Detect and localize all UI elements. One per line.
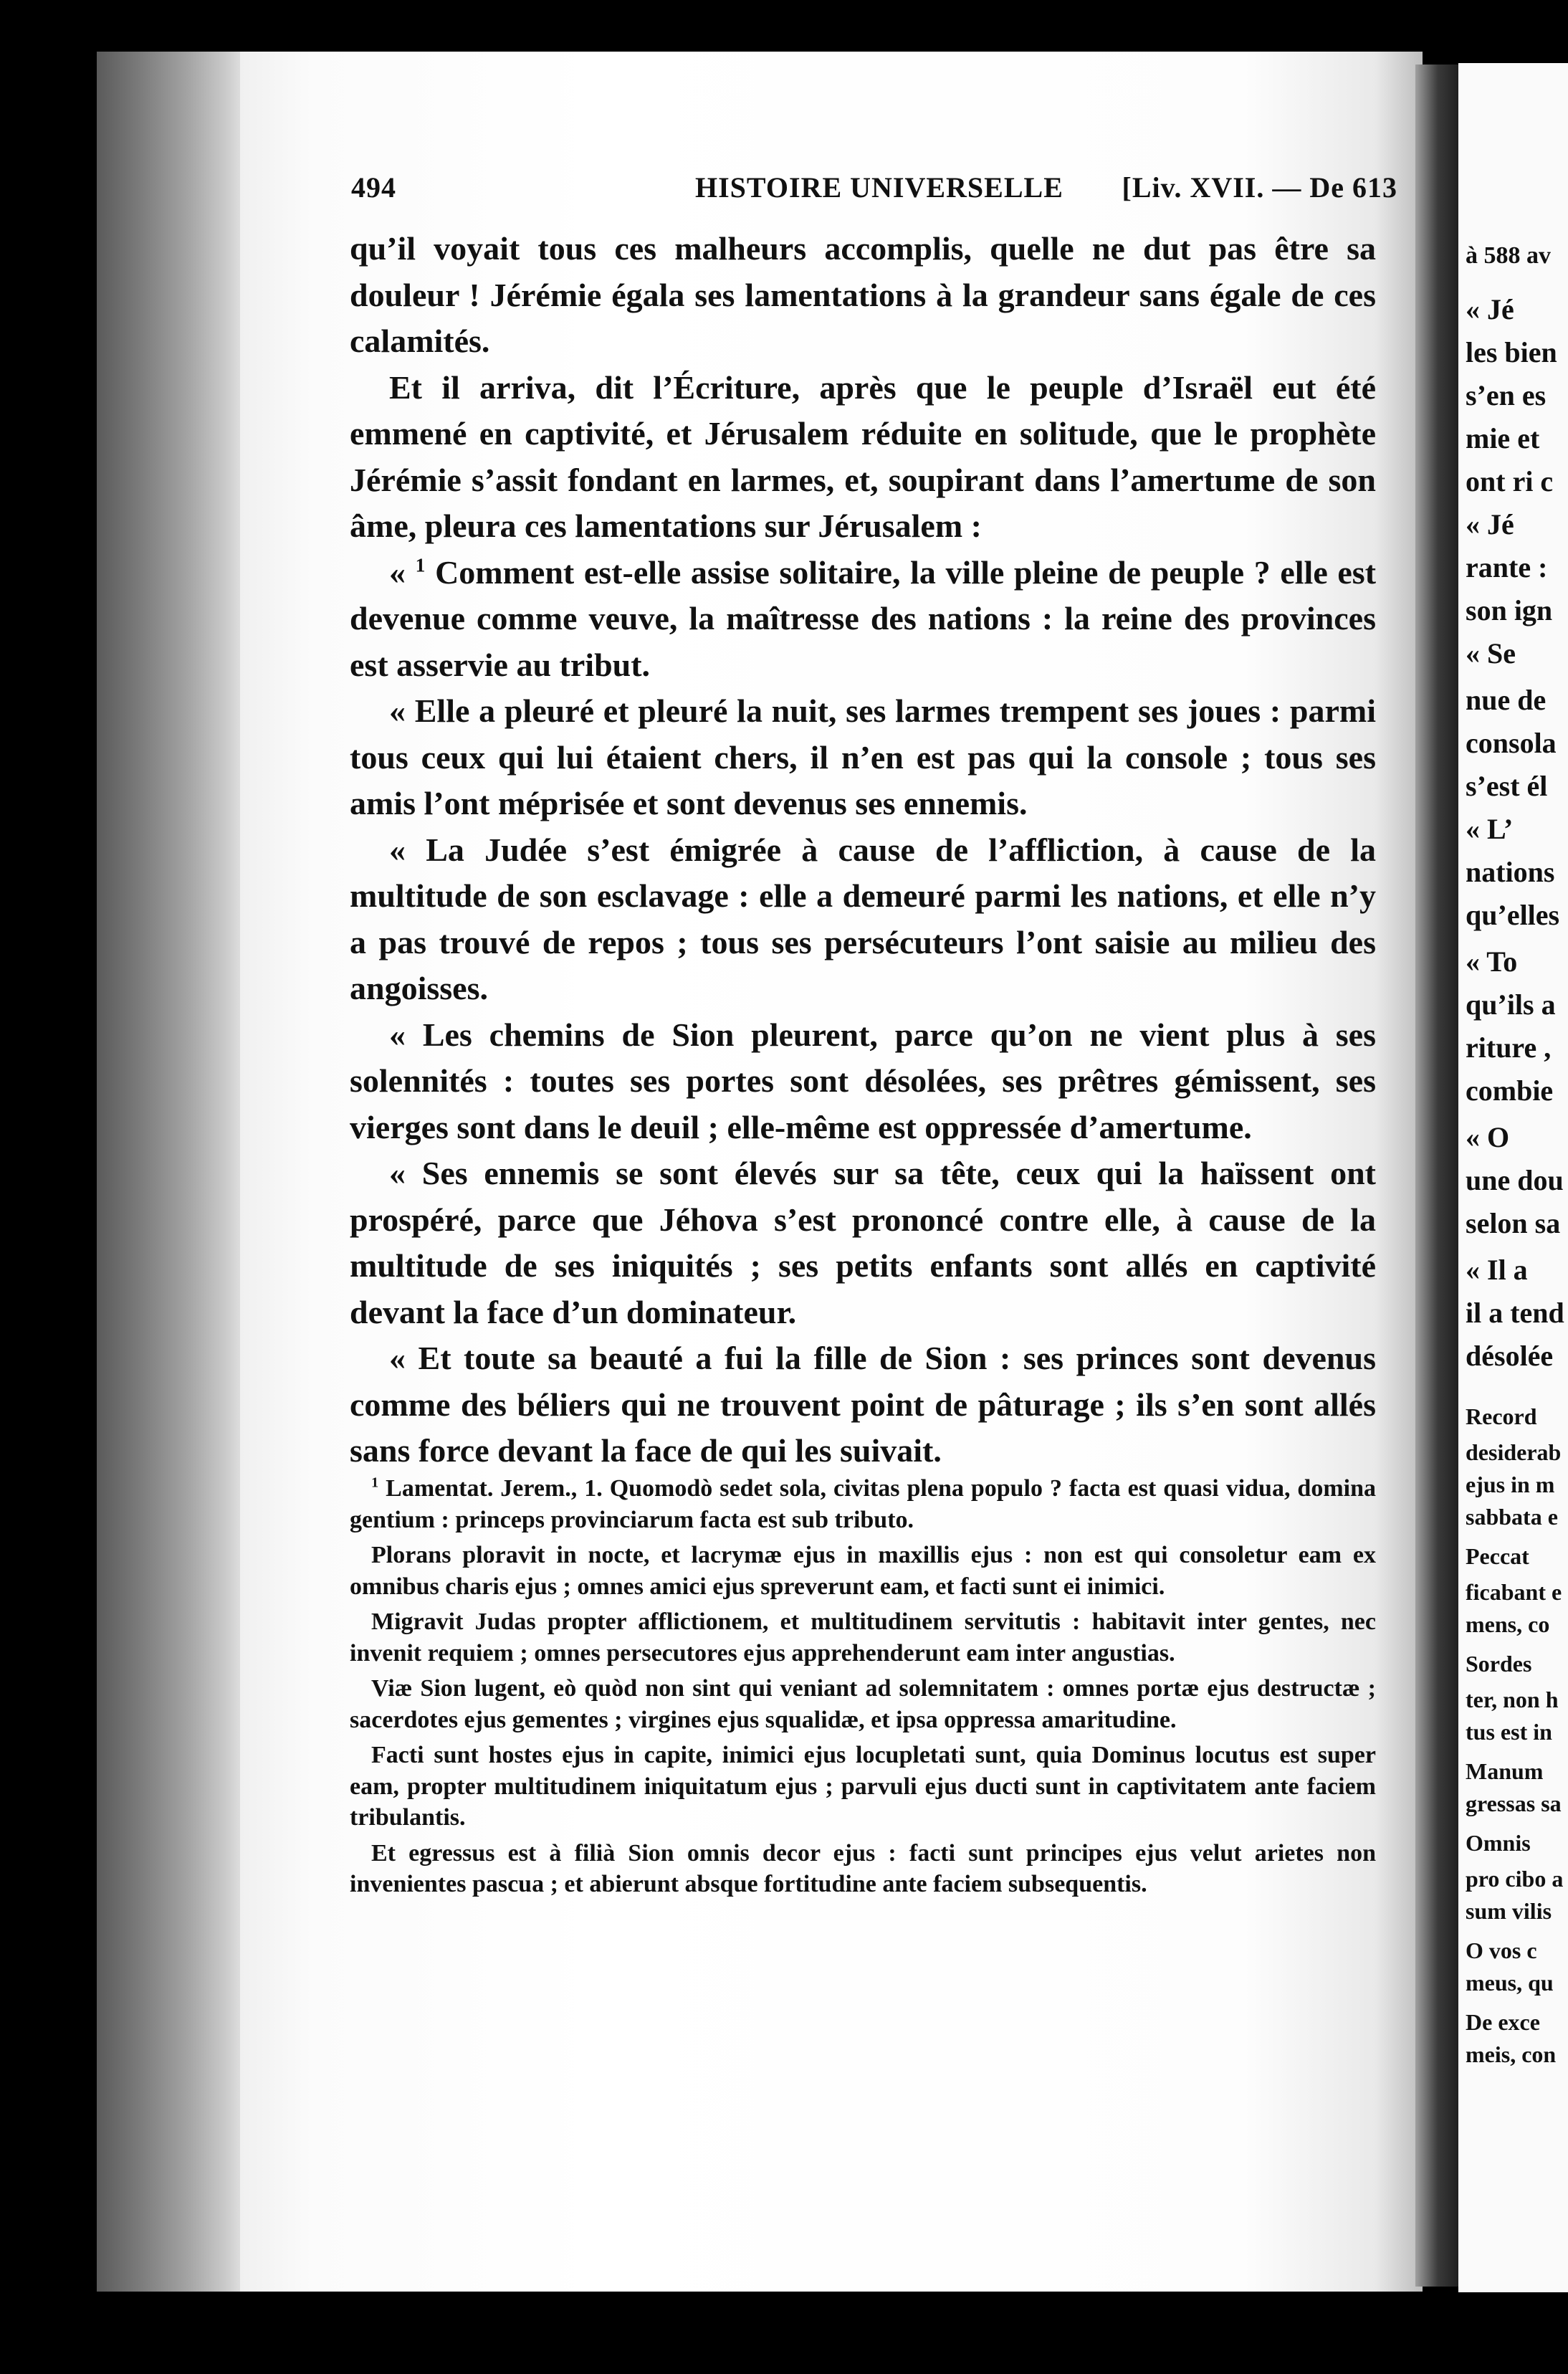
footnote: Migravit Judas propter afflictionem, et multitudinem servitutis : habitavit inter gentes, nec invenit requiem ; omnes persecutores ejus apprehenderunt eam inter angustias. (350, 1608, 1376, 1667)
right-page-line: Omnis (1466, 1830, 1531, 1856)
right-page-line: « Jé (1466, 293, 1514, 325)
running-header (351, 171, 1397, 214)
main-text (350, 226, 1376, 1474)
paragraph: Et il arriva, dit l’Écriture, après que le peuple d’Israël eut été emmené en captivité, et Jérusalem réduite en solitude, que le prophète Jérémie s’assit fondant en larmes, et, soupirant dans l’amertume de son âme, pleura ces lamentations sur Jérusalem : (350, 368, 1376, 544)
right-page-line: ter, non h (1466, 1687, 1559, 1712)
right-page-line: « Jé (1466, 508, 1514, 540)
paragraph-text: Comment est-elle assise solitaire, la ville pleine de peuple ? elle est devenue comme veuve, la maîtresse des nations : la reine des provinces est asservie au tribut. (350, 553, 1377, 683)
footnote: Plorans ploravit in nocte, et lacrymæ ejus in maxillis ejus : non est qui consoletur eam ex omnibus charis ejus ; omnes amici ejus spreverunt eam, et facti sunt ei inimici. (350, 1542, 1376, 1600)
right-page-line: qu’elles (1466, 899, 1560, 931)
right-page-line: les bien (1466, 336, 1557, 368)
footnote: Viæ Sion lugent, eò quòd non sint qui veniant ad solemnitatem : omnes portæ ejus destructæ ; sacerdotes ejus gementes ; virgines ejus squalidæ, et ipsa oppressa amaritudine. (350, 1675, 1376, 1733)
right-page-line: mie et (1466, 422, 1540, 454)
right-page-line: ejus in m (1466, 1472, 1555, 1497)
right-page-line: sum vilis (1466, 1898, 1552, 1924)
paragraph: « Elle a pleuré et pleuré la nuit, ses larmes trempent ses joues : parmi tous ceux qui lui étaient chers, il n’en est pas qui la console ; tous ses amis l’ont méprisée et sont devenus ses ennemis. (350, 692, 1376, 821)
right-page-line: désolée (1466, 1340, 1554, 1372)
page-block-edges (97, 52, 247, 2292)
right-page-line: gressas sa (1466, 1791, 1562, 1816)
right-page-line: ont ri c (1466, 465, 1554, 497)
paragraph: « Ses ennemis se sont élevés sur sa tête, ceux qui la haïssent ont prospéré, parce que Jéhova s’est prononcé contre elle, à cause de la multitude de ses iniquités ; ses petits enfants sont allés en captivité devant la face d’un dominateur. (350, 1155, 1376, 1330)
right-page-line: à 588 av (1466, 242, 1551, 269)
right-page-line: nue de (1466, 684, 1547, 716)
right-page-line: combie (1466, 1074, 1554, 1107)
paragraph: « Les chemins de Sion pleurent, parce qu’on ne vient plus à ses solennités : toutes ses portes sont désolées, ses prêtres gémissent, ses vierges sont dans le deuil ; elle-même est oppressée d’amertume. (350, 1016, 1376, 1145)
right-page-line: mens, co (1466, 1611, 1550, 1637)
right-page-line: De exce (1466, 2009, 1540, 2035)
right-page-line: riture , (1466, 1031, 1552, 1064)
right-page-line: Record (1466, 1403, 1537, 1429)
right-page-line: « L’ (1466, 813, 1514, 845)
right-page-line: consola (1466, 727, 1557, 759)
right-page-line: sabbata e (1466, 1504, 1558, 1530)
quote-mark: « (389, 553, 416, 591)
right-page-line: tus est in (1466, 1719, 1552, 1745)
right-page-line: rante : (1466, 551, 1548, 583)
right-page-line: s’est él (1466, 770, 1548, 802)
right-page-line: Manum (1466, 1758, 1544, 1784)
right-page-line: ficabant e (1466, 1579, 1562, 1605)
page-number: 494 (351, 171, 396, 204)
running-title: HISTOIRE UNIVERSELLE (695, 171, 1063, 204)
footnote (350, 1473, 1376, 1535)
right-page-line: il a tend (1466, 1297, 1564, 1329)
footnote-text: Lamentat. Jerem., 1. Quomodò sedet sola, civitas plena populo ? facta est quasi vidua, domina gentium : princeps provinciarum facta est sub tributo. (350, 1475, 1377, 1533)
paragraph (350, 550, 1376, 689)
right-page-line: « To (1466, 945, 1518, 978)
paragraph: « La Judée s’est émigrée à cause de l’affliction, à cause de la multitude de son esclavage : elle a demeuré parmi les nations, et elle n’y a pas trouvé de repos ; tous ses persécuteurs l’ont saisie au milieu des angoisses. (350, 831, 1376, 1006)
right-page-line: meis, con (1466, 2041, 1557, 2067)
right-page-line: « Se (1466, 637, 1516, 669)
footnote-ref: 1 (415, 553, 426, 576)
paragraph: « Et toute sa beauté a fui la fille de Sion : ses princes sont devenus comme des béliers qui ne trouvent point de pâturage ; ils s’en sont allés sans force devant la face de qui les suivait. (350, 1340, 1376, 1469)
footnote: Et egressus est à filià Sion omnis decor ejus : facti sunt principes ejus velut arietes non invenientes pascua ; et abierunt absque fortitudine ante faciem subsequentis. (350, 1839, 1376, 1897)
right-page-line: nations (1466, 856, 1555, 888)
footnotes (350, 1473, 1376, 1905)
right-page-line: pro cibo a (1466, 1866, 1564, 1892)
right-page-line: Peccat (1466, 1543, 1529, 1569)
section-reference: [Liv. XVII. — De 613 (1122, 171, 1397, 204)
footnote: Facti sunt hostes ejus in capite, inimici ejus locupletati sunt, quia Dominus locutus est super eam, propter multitudinem iniquitatum ejus ; parvuli ejus ducti sunt in captivitatem ante faciem tribulantis. (350, 1742, 1376, 1831)
right-page-line: s’en es (1466, 379, 1547, 411)
right-page-line: « O (1466, 1121, 1510, 1153)
right-page-line: qu’ils a (1466, 988, 1556, 1021)
right-page-line: son ign (1466, 594, 1553, 626)
right-page-line: Sordes (1466, 1651, 1532, 1677)
right-page-fragment (1458, 63, 1568, 2292)
right-page-line: une dou (1466, 1164, 1564, 1196)
right-page-line: « Il a (1466, 1254, 1528, 1286)
right-page-line: selon sa (1466, 1207, 1561, 1239)
right-page-line: desiderab (1466, 1439, 1562, 1465)
right-page-line: O vos c (1466, 1937, 1537, 1963)
footnote-number: 1 (371, 1474, 379, 1491)
paragraph: qu’il voyait tous ces malheurs accomplis, quelle ne dut pas être sa douleur ! Jérémie égala ses lamentations à la grandeur sans égale de ces calamités. (350, 230, 1376, 359)
right-page-line: meus, qu (1466, 1970, 1554, 1996)
